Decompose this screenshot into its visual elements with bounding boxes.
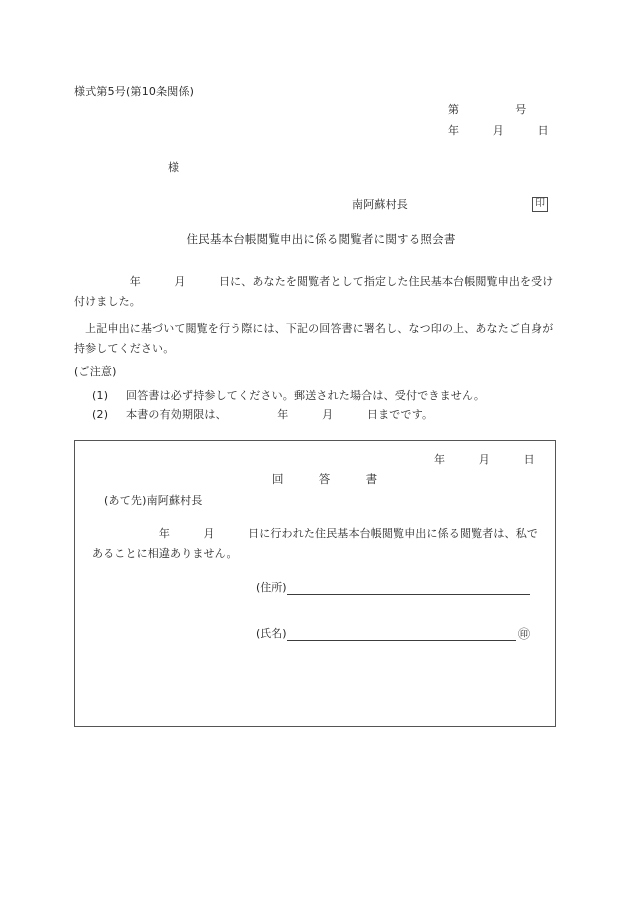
name-label: (氏名) <box>256 626 287 640</box>
note-2-number: (2) <box>92 408 109 421</box>
note-item-2 <box>74 406 558 423</box>
seal-stamp-icon: 印 <box>532 197 548 212</box>
document-number-line: 第 号 <box>448 103 527 116</box>
note-1-text: 回答書は必ず持参してください。郵送された場合は、受付できません。 <box>126 389 486 402</box>
addressee-honorific: 様 <box>168 161 180 174</box>
instruction-paragraph: 上記申出に基づいて閲覧を行う際には、下記の回答書に署名し、なつ印の上、あなたご自身が持参してください。 <box>74 322 554 356</box>
address-field-row <box>256 580 530 595</box>
name-field-row <box>256 626 530 641</box>
circled-seal-icon: ㊞ <box>517 627 530 641</box>
reply-form-title: 回 答 書 <box>272 472 378 486</box>
note-item-1 <box>74 387 558 404</box>
reply-date-line: 年 月 日 <box>434 453 535 466</box>
page-title: 住民基本台帳閲覧申出に係る閲覧者に関する照会書 <box>186 232 456 246</box>
note-1-number: (1) <box>92 389 109 402</box>
issuer-row <box>352 196 548 213</box>
notes-heading: (ご注意) <box>74 365 117 378</box>
form-code-label: 様式第5号(第10条関係) <box>74 85 195 98</box>
reply-statement-paragraph: 年 月 日に行われた住民基本台帳閲覧申出に係る閲覧者は、私であることに相違ありません。 <box>92 527 538 561</box>
address-label: (住所) <box>256 580 287 594</box>
intro-paragraph: 年 月 日に、あなたを閲覧者として指定した住民基本台帳閲覧申出を受け付けました。 <box>74 275 554 309</box>
issuer-name: 南阿蘇村長 <box>352 198 408 211</box>
name-input-rule[interactable] <box>287 626 516 641</box>
reply-addressee: (あて先)南阿蘇村長 <box>104 494 203 507</box>
note-2-text: 本書の有効期限は、 年 月 日までです。 <box>126 408 434 421</box>
address-input-rule[interactable] <box>287 580 530 595</box>
document-date-line: 年 月 日 <box>448 124 549 137</box>
